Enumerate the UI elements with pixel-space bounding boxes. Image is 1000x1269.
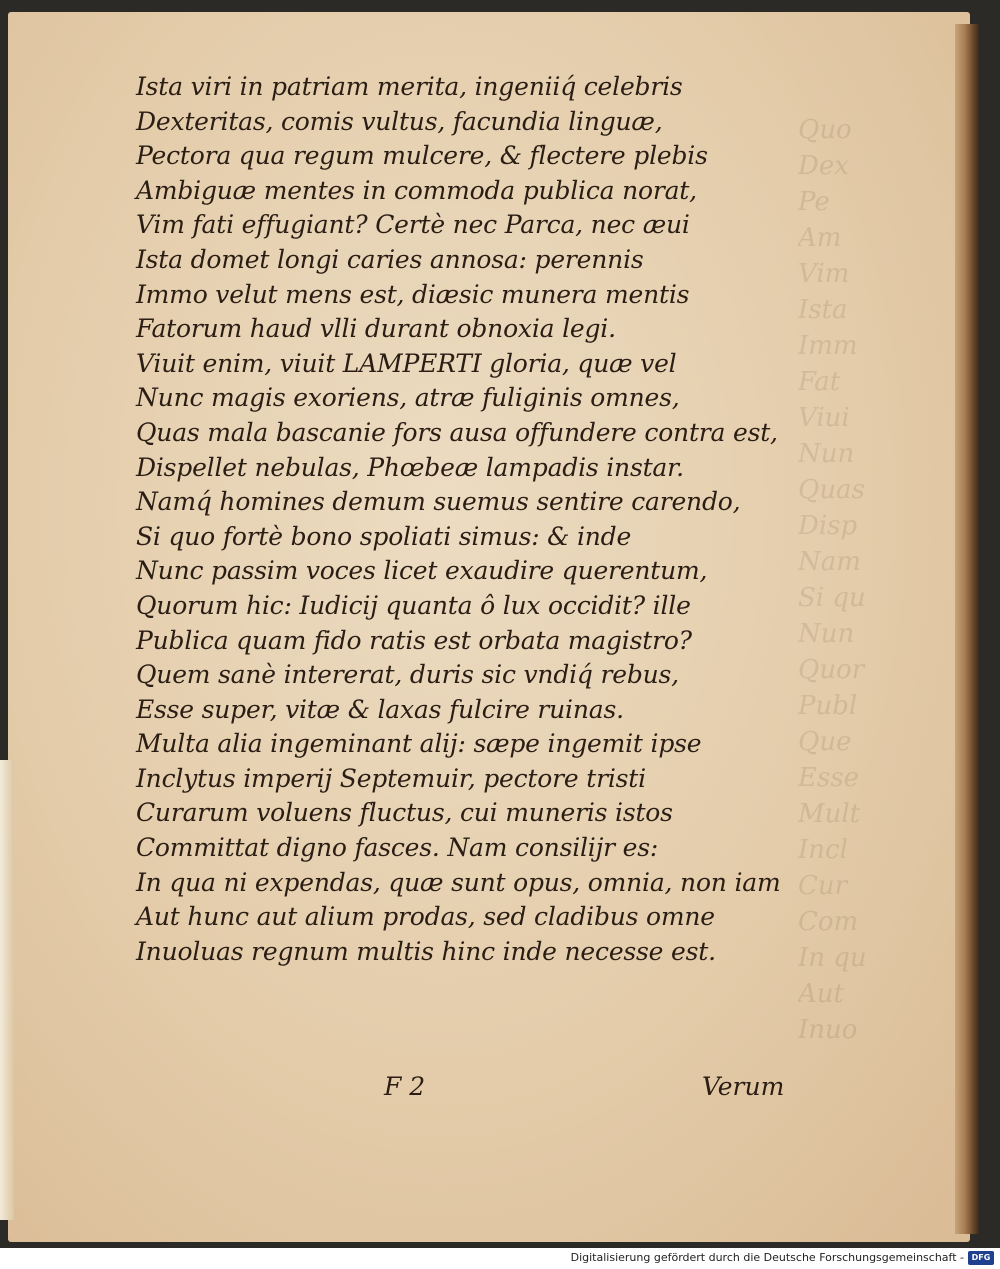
poem-line: Namq́ homines demum suemus sentire carendo, (136, 487, 741, 517)
poem-line: Dispellet nebulas, Phœbeæ lampadis instar. (136, 452, 684, 482)
poem-line: Ista domet longi caries annosa: perennis (136, 244, 644, 274)
bleed-through-text: Quo Dex Pe Am Vim Ista Imm Fat Viui Nun Quas Disp Nam Si qu Nun Quor Publ Que Esse Mult Incl Cur Com In qu Aut Inuo (798, 115, 867, 1045)
poem-line: Si quo fortè bono spoliati simus: & inde (136, 521, 632, 551)
poem-line: Nunc magis exoriens, atræ fuliginis omnes, (136, 383, 680, 413)
paper-page (8, 12, 970, 1242)
poem-line: Fatorum haud vlli durant obnoxia legi. (136, 314, 616, 344)
poem-line: Committat digno fasces. Nam consilijr es: (136, 833, 659, 863)
dfg-logo: DFG (968, 1251, 994, 1265)
poem-line: Esse super, vitæ & laxas fulcire ruinas. (136, 694, 624, 724)
poem-line: Quas mala bascanie fors ausa offundere contra est, (136, 417, 778, 447)
poem-line: Vim fati effugiant? Certè nec Parca, nec æui (136, 210, 690, 240)
poem-line: Quorum hic: Iudicij quanta ô lux occidit? ille (136, 590, 691, 620)
poem-line: In qua ni expendas, quæ sunt opus, omnia, non iam (136, 867, 781, 897)
poem-line: Curarum voluens fluctus, cui muneris istos (136, 798, 673, 828)
poem-line: Inclytus imperij Septemuir, pectore tristi (136, 763, 646, 793)
page-footer (8, 1072, 970, 1112)
page-edge-left (0, 760, 14, 1220)
signature-mark: F 2 (384, 1072, 426, 1101)
poem-line: Quem sanè intererat, duris sic vndiq́ rebus, (136, 660, 679, 690)
page-edge-right (955, 24, 979, 1234)
catchword: Verum (702, 1072, 785, 1101)
poem-line: Ista viri in patriam merita, ingeniiq́ celebris (136, 72, 683, 101)
digitization-credit-bar (0, 1248, 1000, 1269)
poem-line: Immo velut mens est, diæsic munera mentis (136, 279, 690, 309)
poem-line: Aut hunc aut alium prodas, sed cladibus omne (136, 902, 715, 932)
poem-line: Multa alia ingeminant alij: sæpe ingemit ipse (136, 729, 702, 759)
poem-line: Nunc passim voces licet exaudire querentum, (136, 556, 708, 586)
poem-line: Dexteritas, comis vultus, facundia linguæ, (136, 106, 663, 136)
credit-text: Digitalisierung gefördert durch die Deutsche Forschungsgemeinschaft - (570, 1251, 964, 1264)
poem-text-block (136, 70, 781, 969)
poem-line: Pectora qua regum mulcere, & flectere plebis (136, 141, 708, 171)
poem-line: Ambiguæ mentes in commoda publica norat, (136, 175, 697, 205)
poem-line: Viuit enim, viuit LAMPERTI gloria, quæ vel (136, 348, 677, 378)
poem-line: Inuoluas regnum multis hinc inde necesse est. (136, 936, 716, 966)
poem-line: Publica quam fido ratis est orbata magistro? (136, 625, 692, 655)
